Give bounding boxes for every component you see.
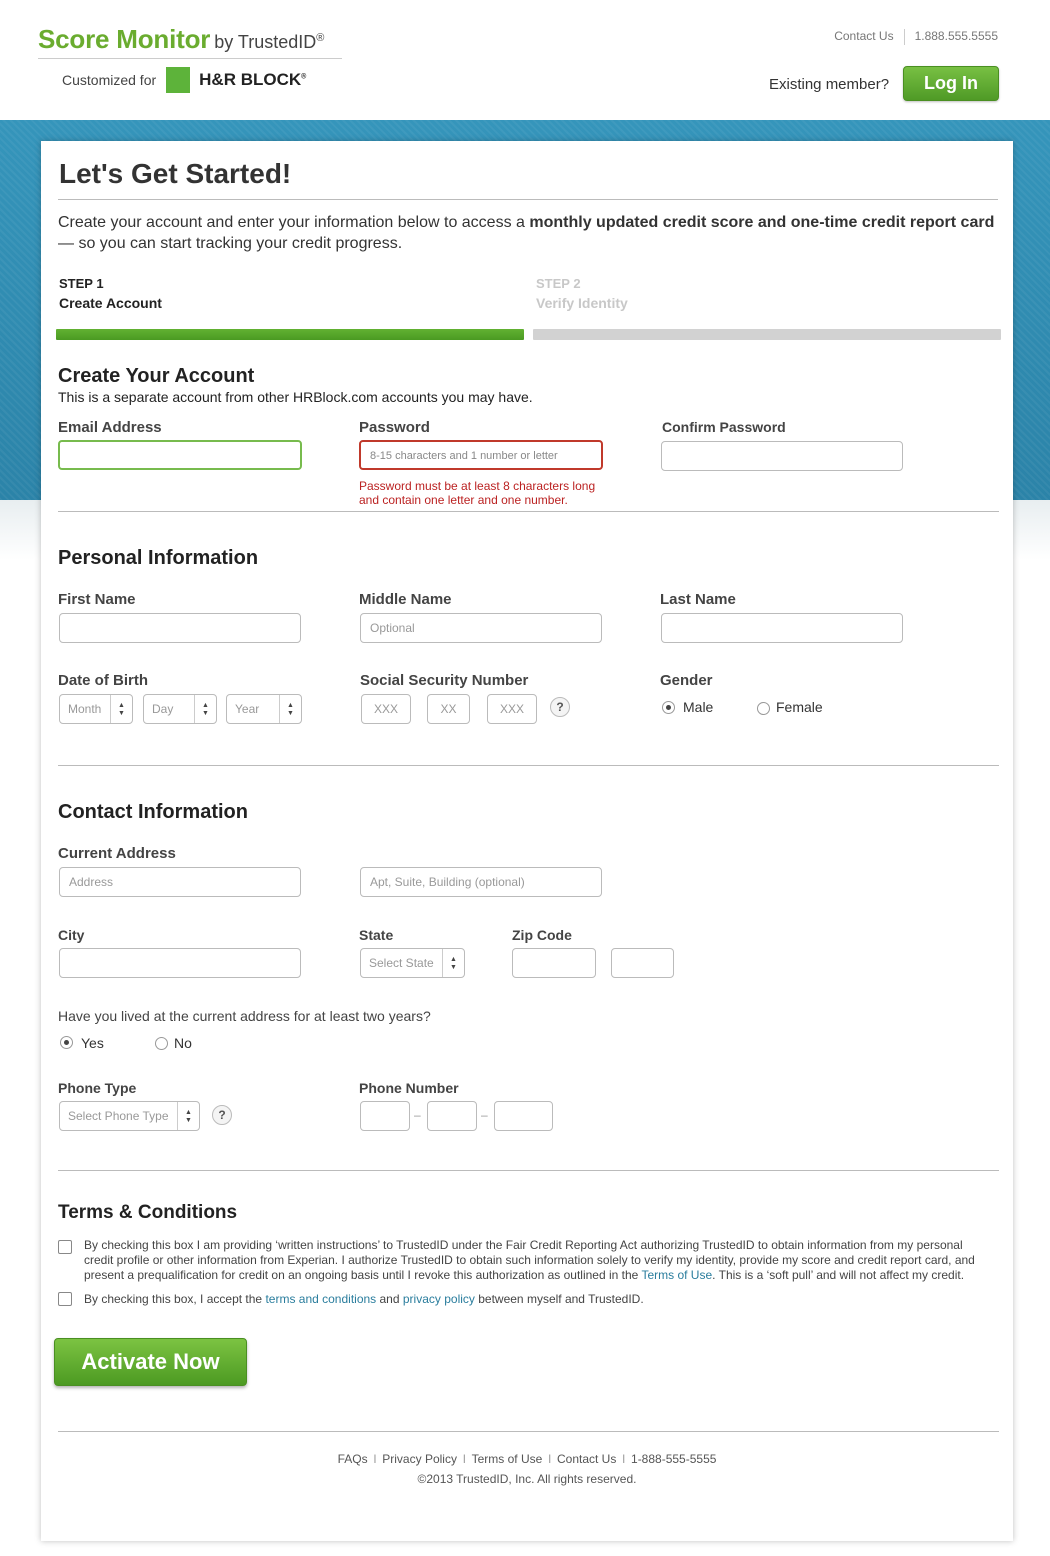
select-arrows-icon: ▲ ▼ (177, 1102, 199, 1130)
login-button[interactable]: Log In (903, 66, 999, 101)
step-1-name: Create Account (59, 295, 162, 311)
brand-by: by TrustedID® (214, 32, 325, 52)
dob-month-select[interactable] (59, 694, 133, 724)
first-name-label: First Name (58, 591, 136, 608)
dob-day-value: Day (152, 702, 174, 716)
step-1-progress-bar (56, 329, 524, 340)
ssn-part-1-input[interactable]: XXX (361, 694, 411, 724)
phone-number-label: Phone Number (359, 1080, 459, 1096)
fcra-authorization-text: By checking this box I am providing ‘written instructions’ to TrustedID under the Fair Credit Reporting Act authorizing TrustedID to obtain information from my personal credit profile or other information from Experian. I authorize TrustedID to obtain such information solely to verify my identity, provide my score and credit report card, and present a prequalification for credit on an ongoing basis until I revoke this authorization as outlined in the Terms of Use. This is a ‘soft pull’ and will not affect my credit. (84, 1238, 975, 1282)
email-input[interactable] (58, 440, 302, 470)
dob-month-value: Month (68, 702, 102, 716)
gender-male-label[interactable]: Male (683, 699, 714, 715)
city-label: City (58, 927, 85, 943)
lived-yes-radio[interactable] (60, 1036, 73, 1049)
phone-type-label: Phone Type (58, 1080, 137, 1096)
footer-copyright: ©2013 TrustedID, Inc. All rights reserved. (417, 1472, 637, 1486)
zip-plus4-input[interactable] (611, 948, 674, 978)
gender-male-radio[interactable] (662, 701, 675, 714)
ssn-help-icon[interactable]: ? (550, 697, 570, 717)
city-input[interactable] (59, 948, 301, 978)
confirm-password-input[interactable] (661, 441, 903, 471)
intro-bold: monthly updated credit score and one-time credit report card (529, 214, 995, 231)
account-divider (58, 511, 999, 512)
footer-phone: 1-888-555-5555 (631, 1452, 717, 1466)
first-name-input[interactable] (59, 613, 301, 643)
header-phone: 1.888.555.5555 (914, 29, 998, 43)
create-account-note: This is a separate account from other HRBlock.com accounts you may have. (58, 389, 533, 405)
footer-contact-link[interactable]: Contact Us (556, 1452, 617, 1466)
address-input[interactable]: Address (59, 867, 301, 897)
last-name-input[interactable] (661, 613, 903, 643)
address-line-2-input[interactable]: Apt, Suite, Building (optional) (360, 867, 602, 897)
intro-text: Create your account and enter your information below to access a monthly updated credit score and one-time credit report card — so you can start tracking your credit progress. (58, 214, 995, 252)
step-1-number: STEP 1 (59, 276, 104, 291)
footer-faqs-link[interactable]: FAQs (337, 1452, 368, 1466)
lived-no-label[interactable]: No (174, 1035, 192, 1051)
gender-female-radio[interactable] (757, 702, 770, 715)
phone-type-help-icon[interactable]: ? (212, 1105, 232, 1125)
password-error: Password must be at least 8 characters long and contain one letter and one number. (359, 479, 596, 507)
personal-divider (58, 765, 999, 766)
dob-year-select[interactable] (226, 694, 302, 724)
select-arrows-icon: ▲ ▼ (110, 695, 132, 723)
current-address-label: Current Address (58, 845, 176, 862)
step-1 (59, 276, 162, 311)
gender-female-label[interactable]: Female (776, 699, 823, 715)
select-arrows-icon: ▲ ▼ (442, 949, 464, 977)
customized-for-label: Customized for (62, 72, 157, 88)
ssn-label: Social Security Number (360, 672, 529, 689)
zip-code-input[interactable] (512, 948, 596, 978)
step-2-name: Verify Identity (536, 295, 628, 311)
phone-dash: – (481, 1108, 488, 1122)
phone-type-value: Select Phone Type (68, 1109, 169, 1123)
existing-member-label: Existing member? (769, 76, 890, 93)
gender-label: Gender (660, 672, 713, 689)
signup-card (41, 141, 1013, 1541)
footer-privacy-link[interactable]: Privacy Policy (382, 1452, 457, 1466)
last-name-label: Last Name (660, 591, 736, 608)
terms-and-conditions-link[interactable]: terms and conditions (265, 1292, 377, 1306)
hrblock-name: H&R BLOCK® (199, 70, 307, 89)
zip-code-label: Zip Code (512, 927, 572, 943)
step-2 (536, 276, 628, 311)
phone-prefix-input[interactable] (427, 1101, 477, 1131)
footer-divider (58, 1431, 999, 1432)
customized-for (62, 67, 306, 93)
title-divider (58, 199, 998, 200)
dob-year-value: Year (235, 702, 260, 716)
ssn-part-3-input[interactable]: XXX (487, 694, 537, 724)
password-input[interactable]: 8-15 characters and 1 number or letter (359, 440, 603, 470)
phone-line-input[interactable] (494, 1101, 553, 1131)
step-2-number: STEP 2 (536, 276, 581, 291)
personal-info-title: Personal Information (58, 547, 259, 569)
brand-divider (38, 58, 342, 59)
state-select-value: Select State (369, 956, 434, 970)
accept-terms-text: By checking this box, I accept the terms and conditions and privacy policy between myself and TrustedID. (84, 1292, 644, 1306)
privacy-policy-link[interactable]: privacy policy (402, 1292, 475, 1306)
phone-dash: – (414, 1108, 421, 1122)
brand-title: Score Monitor (38, 24, 211, 54)
confirm-password-label: Confirm Password (662, 419, 786, 435)
page-title: Let's Get Started! (59, 158, 292, 189)
activate-now-button[interactable]: Activate Now (54, 1338, 247, 1386)
lived-two-years-question: Have you lived at the current address for at least two years? (58, 1008, 431, 1024)
contact-divider (58, 1170, 999, 1171)
contact-us-link[interactable]: Contact Us (834, 29, 894, 43)
footer-terms-link[interactable]: Terms of Use (471, 1452, 543, 1466)
middle-name-input[interactable]: Optional (360, 613, 602, 643)
accept-terms-checkbox[interactable] (58, 1292, 72, 1306)
select-arrows-icon: ▲ ▼ (279, 695, 301, 723)
lived-yes-label[interactable]: Yes (81, 1035, 104, 1051)
top-links (834, 29, 998, 45)
phone-type-select[interactable] (59, 1101, 200, 1131)
middle-name-label: Middle Name (359, 591, 452, 608)
brand-logo[interactable] (38, 24, 324, 55)
ssn-part-2-input[interactable]: XX (427, 694, 470, 724)
dob-label: Date of Birth (58, 672, 148, 689)
lived-no-radio[interactable] (155, 1037, 168, 1050)
state-label: State (359, 927, 394, 943)
password-label: Password (359, 419, 430, 436)
terms-of-use-link[interactable]: Terms of Use (641, 1268, 713, 1282)
select-arrows-icon: ▲ ▼ (194, 695, 216, 723)
step-2-progress-bar (533, 329, 1001, 340)
site-header (0, 0, 1050, 120)
hrblock-logo-icon (166, 67, 190, 93)
footer-links: FAQs l Privacy Policy l Terms of Use l Contact Us l 1-888-555-5555 (337, 1452, 717, 1466)
dob-day-select[interactable] (143, 694, 217, 724)
phone-area-code-input[interactable] (360, 1101, 410, 1131)
state-select[interactable] (360, 948, 465, 978)
contact-info-title: Contact Information (58, 801, 248, 823)
email-label: Email Address (58, 419, 162, 436)
create-account-title: Create Your Account (58, 365, 255, 387)
top-links-divider (904, 29, 905, 45)
terms-title: Terms & Conditions (58, 1202, 238, 1223)
fcra-authorization-checkbox[interactable] (58, 1240, 72, 1254)
